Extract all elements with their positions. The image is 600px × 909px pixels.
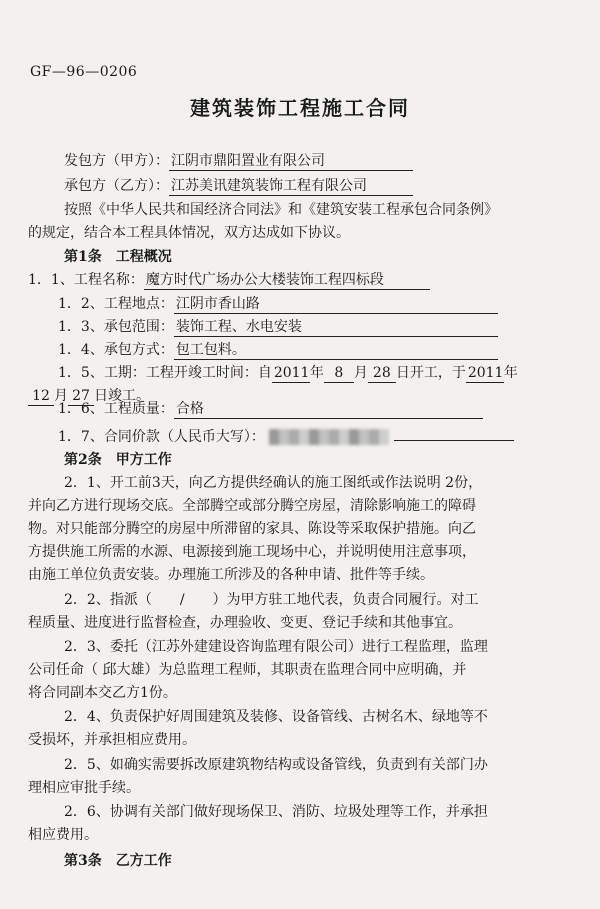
end-year-unit: 年 <box>503 365 518 381</box>
end-month-unit: 月 <box>54 388 68 404</box>
quality-value: 合格 <box>174 401 483 419</box>
end-year: 2011 <box>467 365 504 381</box>
party-b-line <box>64 177 413 196</box>
clause-2-1-line-4: 方提供施工所需的水源、电源接到施工现场中心，并说明使用注意事项， <box>28 544 476 560</box>
party-a-line <box>64 152 413 171</box>
start-year-unit: 年 <box>309 365 324 381</box>
project-scope-value: 装饰工程、水电安装 <box>174 319 498 337</box>
start-month: 8 <box>324 365 354 383</box>
end-suffix: 日竣工。 <box>94 388 150 404</box>
contract-mode-value: 包工包料。 <box>174 342 498 360</box>
clause-2-6-line-1: 2．6、协调有关部门做好现场保卫、消防、垃圾处理等工作，并承担 <box>64 804 488 820</box>
redacted-price-value <box>269 429 389 445</box>
clause-2-1-line-2: 并向乙方进行现场交底。全部腾空或部分腾空房屋，清除影响施工的障碍 <box>28 498 476 514</box>
clause-2-5-line-1: 2．5、如确实需要拆改原建筑物结构或设备管线，负责到有关部门办 <box>64 757 488 773</box>
project-name-label: 1．1、工程名称： <box>28 272 144 288</box>
quality-line <box>58 400 483 419</box>
clause-2-3-line-2: 公司任命（ 邱大雄）为总监理工程师，其职责在监理合同中应明确，并 <box>28 662 467 678</box>
end-month: 12 <box>28 388 54 406</box>
quality-label: 1．6、工程质量： <box>58 401 174 417</box>
clause-2-2-line-1: 2．2、指派（ / ）为甲方驻工地代表，负责合同履行。对工 <box>64 592 479 608</box>
contract-title: 建筑装饰工程施工合同 <box>190 96 410 120</box>
clause-2-6-line-2: 相应费用。 <box>28 827 98 843</box>
article-1-heading: 第1条 工程概况 <box>64 249 172 265</box>
project-name-line <box>28 271 430 290</box>
start-day: 28 <box>368 365 396 383</box>
article-2-heading: 第2条 甲方工作 <box>64 452 172 468</box>
document-code: GF—96—0206 <box>30 64 138 80</box>
period-line <box>58 364 518 383</box>
clause-2-1-line-3: 物。对只能部分腾空的房屋中所滞留的家具、陈设等采取保护措施。向乙 <box>28 521 476 537</box>
article-3-heading: 第3条 乙方工作 <box>64 853 172 869</box>
contract-mode-label: 1．4、承包方式： <box>58 342 174 358</box>
end-day: 27 <box>68 388 94 406</box>
project-scope-label: 1．3、承包范围： <box>58 319 174 335</box>
clause-2-5-line-2: 理相应审批手续。 <box>28 780 140 796</box>
project-place-line <box>58 295 498 314</box>
clause-2-1-line-5: 由施工单位负责安装。办理施工所涉及的各种申请、批件等手续。 <box>28 567 434 583</box>
clause-2-3-line-3: 将合同副本交乙方1份。 <box>28 685 177 701</box>
clause-2-4-line-2: 受损坏，并承担相应费用。 <box>28 732 196 748</box>
contract-mode-line <box>58 341 498 360</box>
intro-line-1: 按照《中华人民共和国经济合同法》和《建筑安装工程承包合同条例》 <box>64 202 498 218</box>
project-place-value: 江阴市香山路 <box>174 296 498 314</box>
party-b-label: 承包方（乙方）： <box>64 178 169 194</box>
start-suffix: 日开工，于 <box>395 365 466 381</box>
period-label: 1．5、工期：工程开竣工时间：自 <box>58 365 272 381</box>
clause-2-2-line-2: 程质量、进度进行监督检查，办理验收、变更、登记手续和其他事宜。 <box>28 615 462 631</box>
price-line <box>58 426 514 446</box>
clause-2-3-line-1: 2．3、委托（江苏外建建设咨询监理有限公司）进行工程监理，监理 <box>64 639 488 655</box>
price-label: 1．7、合同价款（人民币大写）： <box>58 429 265 445</box>
start-year: 2011 <box>273 365 310 381</box>
clause-2-4-line-1: 2．4、负责保护好周围建筑及装修、设备管线、古树名木、绿地等不 <box>64 709 488 725</box>
start-month-unit: 月 <box>353 365 368 381</box>
party-b-value: 江苏美讯建筑装饰工程有限公司 <box>169 178 413 196</box>
price-blank-line <box>394 426 514 441</box>
intro-line-2: 的规定，结合本工程具体情况，双方达成如下协议。 <box>28 225 350 241</box>
clause-2-1-line-1: 2．1、开工前3天，向乙方提供经确认的施工图纸或作法说明 2份， <box>64 475 483 491</box>
project-scope-line <box>58 318 498 337</box>
party-a-label: 发包方（甲方）： <box>64 153 169 169</box>
project-place-label: 1．2、工程地点： <box>58 296 174 312</box>
party-a-value: 江阴市鼎阳置业有限公司 <box>169 153 413 171</box>
project-name-value: 魔方时代广场办公大楼装饰工程四标段 <box>144 272 430 290</box>
